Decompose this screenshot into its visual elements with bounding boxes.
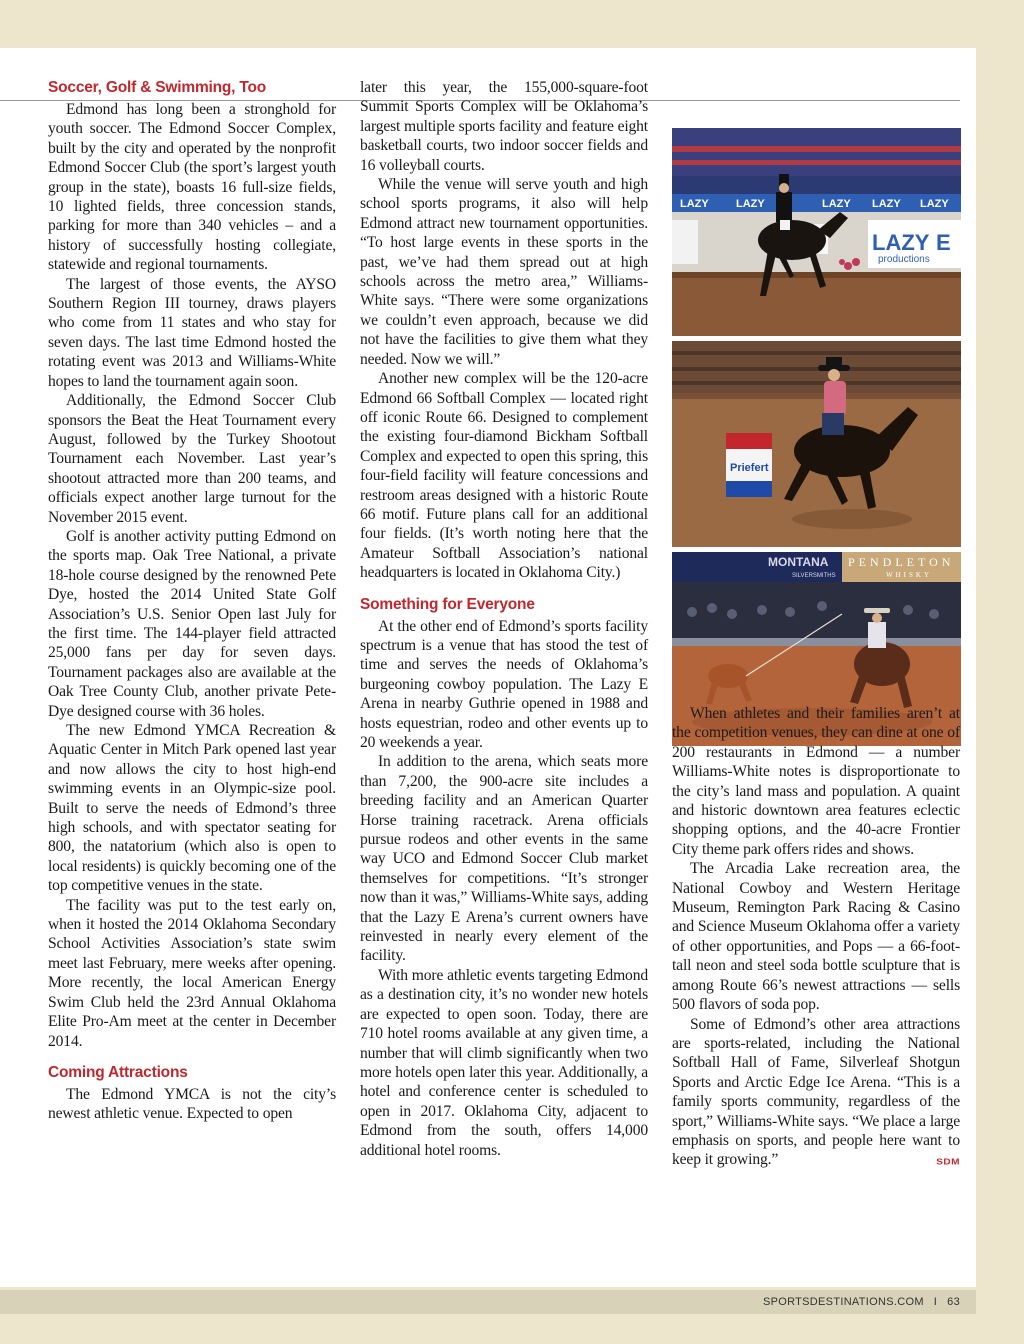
paragraph: The Arcadia Lake recreation area, the National Cowboy and Western Heritage Museum, Remington Park Racing & Casino and Science Museum Oklahoma offer a variety of other opportunities, and Pops — a 66-foot-tall neon and steel soda bottle sculpture that is among Route 66’s newest attractions — sells 500 flavors of soda pop. [672,860,960,1014]
banner-text: LAZY [920,198,949,210]
footer-site: SPORTSDESTINATIONS.COM [762,1296,924,1308]
text-column-1 [48,78,336,1124]
sdm-end-mark: SDM [936,1157,960,1167]
top-margin [0,0,1024,48]
sign-e-text: E [936,230,951,255]
photo-dressage-rider [672,128,961,336]
banner-text: LAZY [822,198,851,210]
paragraph: Edmond has long been a stronghold for youth soccer. The Edmond Soccer Complex, built by the city and operated by the nonprofit Edmond Soccer Club (the sport’s largest youth group in the state), boasts 16 full-size fields, 10 lighted fields, three concession stands, parking for more than 340 vehicles – and a history of successfully hosting collegiate, statewide and regional tournaments. [48,101,336,274]
paragraph: Golf is another activity putting Edmond on the sports map. Oak Tree National, a private 18-hole course designed by the renowned Pete Dye, hosted the 2014 United State Golf Association’s U.S. Senior Open last July for the first time. The 144-player field attracted 25,000 fans per day for seven days. Tournament packages also are available at the Oak Tree County Club, another private Pete-Dye designed course with 36 holes. [48,527,336,720]
banner-text: LAZY [736,198,765,210]
paragraph: With more athletic events targeting Edmond as a destination city, it’s no wonder new hotels are expected to open soon. Today, there are 710 hotel rooms available at any given time, a number that will climb significantly when two more hotels open later this year. Additionally, a hotel and conference center is scheduled to open in 2017. Oklahoma City, adjacent to Edmond from the south, offers 14,000 additional hotel rooms. [360,966,648,1159]
paragraph: The new Edmond YMCA Recreation & Aquatic Center in Mitch Park opened last year and now allows the city to host high-end swimming events in an Olympic-size pool. Built to serve the needs of Edmond’s three high schools, and with spectator seating for 800, the natatorium (which also is open to local residents) is quickly becoming one of the top competitive venues in the state. [48,722,336,895]
paragraph: In addition to the arena, which seats more than 7,200, the 900-acre site includes a breeding facility and an American Quarter Horse training racetrack. Arena officials pursue rodeos and other events in the same way UCO and Edmond Soccer Club market themselves for competitions. “It’s stronger now than it was,” Williams-White says, adding that the Lazy E Arena’s current owners have reinvested in nearly every element of the facility. [360,753,648,965]
banner-text: LAZY [680,198,709,210]
banner-pendleton-text: PENDLETON [848,555,955,569]
paragraph: The Edmond YMCA is not the city’s newest athletic venue. Expected to open [48,1085,336,1123]
text-column-2 [360,78,648,1160]
page-footer [763,1296,960,1308]
section-heading-something-for-everyone: Something for Everyone [360,595,535,613]
page-number: 63 [947,1296,960,1308]
paragraph: The facility was put to the test early on, when it hosted the 2014 Oklahoma Secondary School Activities Association’s state swim meet last February, mere weeks after opening. More recently, the local American Energy Swim Club held the 23rd Annual Oklahoma Elite Pro-Am meet at the center in December 2014. [48,896,336,1050]
paragraph: Another new complex will be the 120-acre Edmond 66 Softball Complex — located right off iconic Route 66. Designed to complement the existing four-diamond Bickham Softball Complex and expected to open this spring, this four-field facility will feature concessions and restroom areas designed with a historic Route 66 motif. Future plans call for an additional four fields. (It’s worth noting here that the Amateur Softball Association’s national headquarters is located in Oklahoma City.) [360,370,648,582]
footer-separator: I [933,1296,938,1308]
barrel-logo-text: Priefert [730,462,769,474]
sign-productions-text: productions [878,254,930,265]
photo-barrel-racer [672,341,961,547]
banner-whisky-text: WHISKY [886,571,932,579]
banner-montana-text: MONTANA [768,555,829,569]
banner-text: LAZY [872,198,901,210]
paragraph: Some of Edmond’s other area attractions are sports-related, including the National Softball Hall of Fame, Silverleaf Shotgun Sports and Arctic Edge Ice Arena. “This is a family sports community, regardless of the sport,” Williams-White says. “We place a large emphasis on sports, and people here want to keep it growing.” [672,1015,960,1169]
sign-lazy-text: LAZY [872,230,930,255]
paragraph: Additionally, the Edmond Soccer Club sponsors the Beat the Heat Tournament every August, followed by the Turkey Shootout Tournament each November. Last year’s shootout attracted more than 200 teams, and officials expect another large turnout for the November 2015 event. [48,392,336,526]
section-heading-coming-attractions: Coming Attractions [48,1063,188,1081]
paragraph: later this year, the 155,000-square-foot Summit Sports Complex will be Oklahoma’s largest multiple sports facility and feature eight basketball courts, two indoor soccer fields and 16 volleyball courts. [360,79,648,174]
paragraph: At the other end of Edmond’s sports facility spectrum is a venue that has stood the test of time and serves the needs of Oklahoma’s burgeoning cowboy population. The Lazy E Arena in nearby Guthrie opened in 1988 and hosts equestrian, rodeo and other events up to 20 weekends a year. [360,617,648,751]
section-heading-soccer-golf-swimming: Soccer, Golf & Swimming, Too [48,79,267,96]
text-column-3 [672,704,960,1172]
paragraph: While the venue will serve youth and high school sports programs, it also will help Edmond attract new tournament opportunities. “To host large events in these sports in the past, we’ve had them spread out at high schools across the metro area,” Williams-White says. “There were some organizations we couldn’t even approach, because we did not have the facilities to give them what they needed. Now we will.” [360,176,648,368]
banner-silversmiths-text: SILVERSMITHS [792,573,836,579]
paragraph: The largest of those events, the AYSO Southern Region III tourney, draws players who come from 11 states and who stay for seven days. The last time Edmond hosted the rotating event was 2013 and Williams-White hopes to land the tournament again soon. [48,275,336,390]
paragraph: When athletes and their families aren’t at the competition venues, they can dine at one of 200 restaurants in Edmond — a number Williams-White notes is disproportionate to the city’s land mass and population. A quaint and historic downtown area features eclectic shopping options, and the 40-acre Frontier City theme park offers rides and shows. [672,705,960,858]
